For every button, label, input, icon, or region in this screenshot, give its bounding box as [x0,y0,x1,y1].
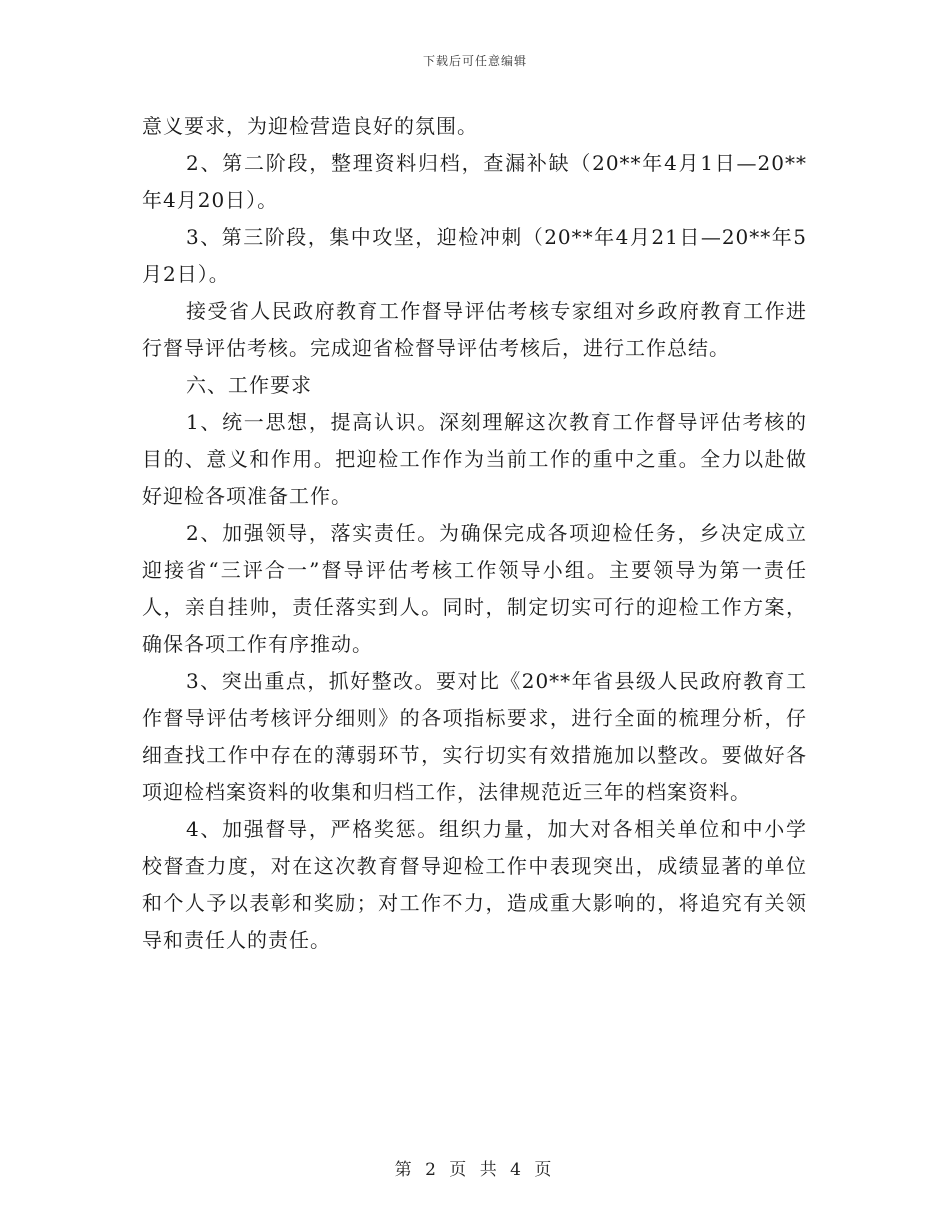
section-heading-requirements: 六、工作要求 [186,373,312,397]
paragraph-requirement-2: 2、加强领导，落实责任。为确保完成各项迎检任务，乡决定成立迎接省“三评合一”督导评估考核工作领导小组。主要领导为第一责任人，亲自挂帅，责任落实到人。同时，制定切实可行的迎检工作方案，确保各项工作有序推动。 [142,521,807,656]
paragraph-continuation: 意义要求，为迎检营造良好的氛围。 [142,114,478,138]
paragraph-inspection: 接受省人民政府教育工作督导评估考核专家组对乡政府教育工作进行督导评估考核。完成迎省检督导评估考核后，进行工作总结。 [142,299,807,360]
paragraph-requirement-4: 4、加强督导，严格奖惩。组织力量，加大对各相关单位和中小学校督查力度，对在这次教育督导迎检工作中表现突出，成绩显著的单位和个人予以表彰和奖励；对工作不力，造成重大影响的，将追究有关领导和责任人的责任。 [142,817,807,952]
document-body [142,108,807,959]
paragraph-stage-two: 2、第二阶段，整理资料归档，查漏补缺（20**年4月1日—20**年4月20日）。 [142,151,807,212]
page-header: 下载后可任意编辑 [422,54,527,68]
paragraph-stage-three: 3、第三阶段，集中攻坚，迎检冲刺（20**年4月21日—20**年5月2日）。 [142,225,807,286]
page-footer: 第 2 页 共 4 页 [394,1160,556,1180]
paragraph-requirement-3: 3、突出重点，抓好整改。要对比《20**年省县级人民政府教育工作督导评估考核评分细则》的各项指标要求，进行全面的梳理分析，仔细查找工作中存在的薄弱环节，实行切实有效措施加以整改。要做好各项迎检档案资料的收集和归档工作，法律规范近三年的档案资料。 [142,669,807,804]
paragraph-requirement-1: 1、统一思想，提高认识。深刻理解这次教育工作督导评估考核的目的、意义和作用。把迎检工作作为当前工作的重中之重。全力以赴做好迎检各项准备工作。 [142,410,807,508]
